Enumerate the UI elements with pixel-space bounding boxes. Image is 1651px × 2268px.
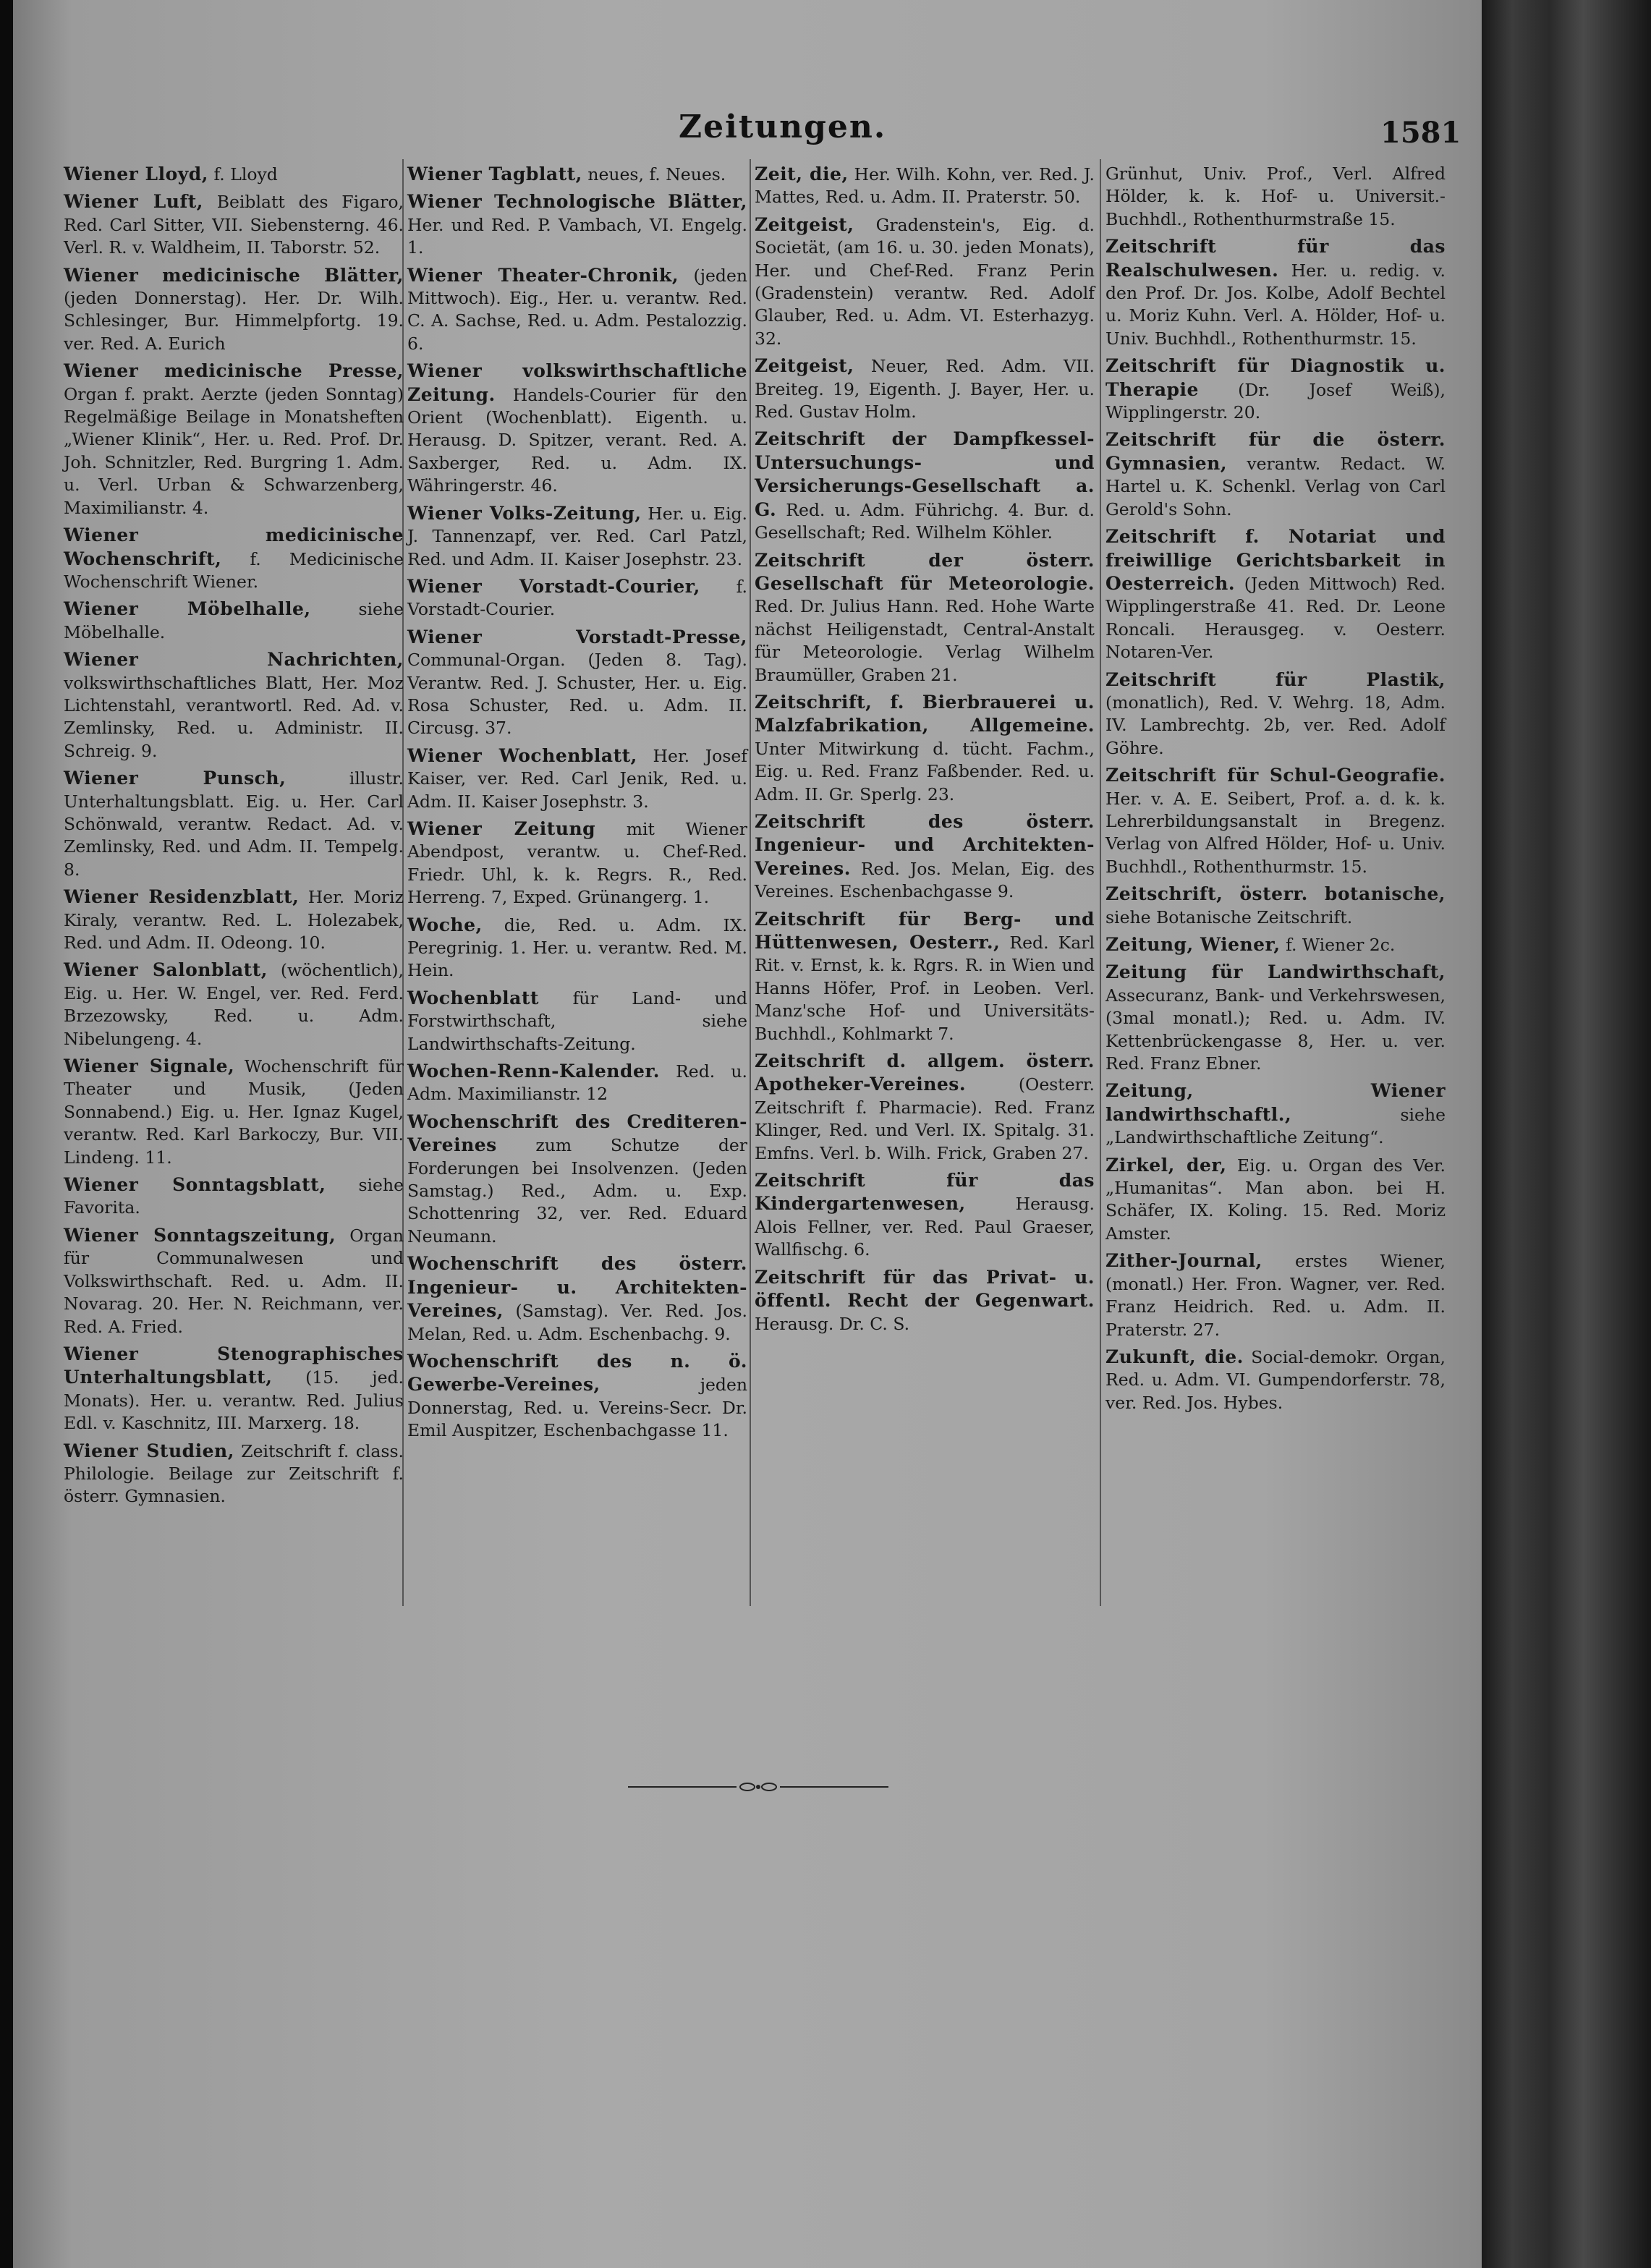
entry-text: Social-demokr. Organ, Red. u. Adm. VI. Gumpendorferstr. 78, ver. Red. Jos. Hybes. <box>1105 1346 1446 1413</box>
entry-headword: Zeitschrift für Plastik, <box>1105 668 1446 690</box>
directory-entry <box>64 1055 404 1169</box>
entry-text: (Oesterr. Zeitschrift f. Pharmacie). Red. Franz Klinger, Red. und Verl. IX. Spitalg. 31. Emfns. Verl. b. Wilh. Frick, Graben 27. <box>755 1074 1095 1163</box>
directory-entry <box>755 691 1095 806</box>
entry-text: f. Wiener 2c. <box>1280 935 1396 955</box>
directory-entry <box>1105 933 1446 956</box>
entry-headword: Wochenblatt <box>407 987 539 1008</box>
directory-entry <box>407 502 747 571</box>
directory-entry <box>407 626 747 740</box>
directory-entry <box>1105 961 1446 1075</box>
entry-headword: Wiener Sonntagszeitung, <box>64 1224 336 1246</box>
entry-text: Gradenstein's, Eig. d. Societät, (am 16. u. 30. jeden Monats), Her. und Chef-Red. Franz Perin (Gradenstein) verantw. Red. Adolf Glauber, Red. u. Adm. VI. Esterhazyg. 32. <box>755 214 1095 349</box>
entry-headword: Zeitung, Wiener landwirthschaftl., <box>1105 1080 1446 1125</box>
entry-headword: Wiener Möbelhalle, <box>64 598 311 620</box>
entry-headword: Wiener Theater-Chronik, <box>407 264 679 286</box>
entry-headword: Wiener Salonblatt, <box>64 959 268 981</box>
entry-headword: Wiener Volks-Zeitung, <box>407 502 642 524</box>
entry-headword: Zeitschrift, f. Bierbrauerei u. Malzfabrikation, Allgemeine. <box>755 691 1095 736</box>
entry-text: Beiblatt des Figaro, Red. Carl Sitter, VII. Siebensterng. 46. Verl. R. v. Waldheim, II. Taborstr. 52. <box>64 192 404 258</box>
entry-text: zum Schutze der Forderungen bei Insolvenzen. (Jeden Samstag.) Red., Adm. u. Exp. Schottenring 32, ver. Red. Eduard Neumann. <box>407 1135 747 1246</box>
entry-headword: Wiener Residenzblatt, <box>64 886 300 908</box>
directory-entry <box>1105 428 1446 521</box>
directory-entry <box>1105 163 1446 231</box>
entry-text: Her. v. A. E. Seibert, Prof. a. d. k. k. Lehrerbildungsanstalt in Bregenz. Verlag von Alfred Hölder, Hof- u. Univ. Buchhdl., Rothenthurmstr. 15. <box>1105 788 1446 877</box>
entry-text: (jeden Mittwoch). Eig., Her. u. verantw. Red. C. A. Sachse, Red. u. Adm. Pestalozzig. 6. <box>407 265 747 354</box>
entry-text: Herausg. Alois Fellner, ver. Red. Paul Graeser, Wallfischg. 6. <box>755 1194 1095 1260</box>
directory-entry <box>407 744 747 813</box>
entry-headword: Wochenschrift des n. ö. Gewerbe-Vereines, <box>407 1350 747 1396</box>
directory-entry <box>407 264 747 356</box>
entry-text: neues, f. Neues. <box>582 164 726 184</box>
entry-headword: Wochenschrift des Crediteren-Vereines <box>407 1110 747 1156</box>
entry-text: (Samstag). Ver. Red. Jos. Melan, Red. u. Adm. Eschenbachg. 9. <box>407 1301 747 1344</box>
entry-text: jeden Donnerstag, Red. u. Vereins-Secr. Dr. Emil Auspitzer, Eschenbachgasse 11. <box>407 1375 747 1441</box>
directory-entry <box>64 360 404 519</box>
entry-text: mit Wiener Abendpost, verantw. u. Chef-Red. Friedr. Uhl, k. k. Regrs. R., Red. Herreng. 7, Exped. Grünangerg. 1. <box>407 818 748 908</box>
directory-entry <box>64 885 404 954</box>
page-number: 1581 <box>1380 116 1461 150</box>
entry-text: Red. Dr. Julius Hann. Red. Hohe Warte nächst Heiligenstadt, Central-Anstalt für Meteorologie. Verlag Wilhelm Braumüller, Graben 21. <box>755 596 1095 685</box>
directory-entry <box>755 354 1095 423</box>
entry-text: Grünhut, Univ. Prof., Verl. Alfred Hölder, k. k. Hof- u. Universit.-Buchhdl., Rothenthurmstraße 15. <box>1105 163 1446 229</box>
page-title: Zeitungen. <box>679 109 887 145</box>
entry-text: Her. u. Eig. J. Tannenzapf, ver. Red. Carl Patzl, Red. und Adm. II. Kaiser Josephstr. 23. <box>407 503 747 569</box>
entry-headword: Wochen-Renn-Kalender. <box>407 1061 660 1082</box>
directory-entry <box>64 1173 404 1220</box>
entry-text: Eig. u. Organ des Ver. „Humanitas“. Man abon. bei H. Schäfer, IX. Koling. 15. Red. Moriz Amster. <box>1105 1155 1446 1244</box>
entry-headword: Zukunft, die. <box>1105 1346 1244 1367</box>
directory-entry <box>64 598 404 644</box>
entry-headword: Zeitschrift für Diagnostik u. Therapie <box>1105 355 1446 400</box>
directory-entry <box>64 648 404 763</box>
entry-headword: Zeitschrift f. Notariat und freiwillige Gerichtsbarkeit in Oesterreich. <box>1105 526 1446 594</box>
column-1 <box>64 163 404 1513</box>
directory-entry <box>755 908 1095 1045</box>
entry-headword: Zeitschrift für Berg- und Hüttenwesen, Oesterr., <box>755 908 1095 953</box>
entry-headword: Zeitschrift, österr. botanische, <box>1105 883 1446 905</box>
directory-entry <box>1105 1249 1446 1341</box>
directory-entry <box>407 817 747 909</box>
directory-entry <box>755 428 1095 544</box>
entry-headword: Zither-Journal, <box>1105 1250 1262 1272</box>
entry-text: illustr. Unterhaltungsblatt. Eig. u. Her. Carl Schönwald, verantw. Redact. Ad. v. Zemlinsky, Red. und Adm. II. Tempelg. 8. <box>64 768 404 880</box>
entry-text: Red. u. Adm. Führichg. 4. Bur. d. Gesellschaft; Red. Wilhelm Köhler. <box>755 499 1095 543</box>
entry-headword: Wiener Stenographisches Unterhaltungsblatt, <box>64 1343 404 1388</box>
entry-text: (15. jed. Monats). Her. u. verantw. Red. Julius Edl. v. Kaschnitz, III. Marxerg. 18. <box>64 1367 404 1434</box>
directory-entry <box>1105 668 1446 760</box>
column-rule <box>750 159 751 1606</box>
entry-headword: Zeitschrift für das Realschulwesen. <box>1105 236 1446 281</box>
directory-entry <box>1105 235 1446 350</box>
scanned-page <box>13 0 1482 2268</box>
entry-text: Wochenschrift für Theater und Musik, (Jeden Sonnabend.) Eig. u. Her. Ignaz Kugel, verantw. Red. Karl Barkoczy, Bur. VII. Lindeng. 11. <box>64 1056 404 1168</box>
entry-text: siehe „Landwirthschaftliche Zeitung“. <box>1105 1104 1446 1148</box>
entry-text: (Jeden Mittwoch) Red. Wipplingerstraße 41. Red. Dr. Leone Roncali. Herausgeg. v. Oesterr. Notaren-Ver. <box>1105 573 1446 663</box>
entry-headword: Wiener volkswirthschaftliche Zeitung. <box>407 360 747 405</box>
directory-entry <box>755 1169 1095 1262</box>
entry-text: Unter Mitwirkung d. tücht. Fachm., Eig. u. Red. Franz Faßbender. Red. u. Adm. II. Gr. Sperlg. 23. <box>755 738 1095 804</box>
entry-headword: Zeitgeist, <box>755 213 854 235</box>
directory-entry <box>407 1252 747 1346</box>
entry-text: verantw. Redact. W. Hartel u. K. Schenkl. Verlag von Carl Gerold's Sohn. <box>1105 453 1446 519</box>
entry-text: (wöchentlich), Eig. u. Her. W. Engel, ver. Red. Ferd. Brzezowsky, Red. u. Adm. Nibelungeng. 4. <box>64 960 404 1049</box>
entry-headword: Zirkel, der, <box>1105 1154 1227 1176</box>
entry-headword: Wiener Luft, <box>64 191 203 213</box>
entry-text: Organ für Communalwesen und Volkswirthschaft. Red. u. Adm. II. Novarag. 20. Her. N. Reichmann, ver. Red. A. Fried. <box>64 1225 404 1337</box>
entry-text: f. Medicinische Wochenschrift Wiener. <box>64 548 404 592</box>
entry-headword: Wiener Zeitung <box>407 817 596 839</box>
directory-entry <box>1105 883 1446 929</box>
directory-entry <box>1105 354 1446 424</box>
entry-text: Red. Jos. Melan, Eig. des Vereines. Eschenbachgasse 9. <box>755 858 1095 902</box>
book-binding <box>1482 0 1651 2268</box>
entry-headword: Wiener Vorstadt-Courier, <box>407 575 700 597</box>
directory-entry <box>755 1266 1095 1335</box>
directory-entry <box>64 1224 404 1338</box>
entry-headword: Wiener Vorstadt-Presse, <box>407 626 747 647</box>
entry-text: Her. Wilh. Kohn, ver. Red. J. Mattes, Red. u. Adm. II. Praterstr. 50. <box>755 164 1095 208</box>
entry-text: Zeitschrift f. class. Philologie. Beilage zur Zeitschrift f. österr. Gymnasien. <box>64 1440 404 1507</box>
entry-text: (monatlich), Red. V. Wehrg. 18, Adm. IV. Lambrechtg. 2b, ver. Red. Adolf Göhre. <box>1105 692 1446 758</box>
directory-entry <box>407 360 747 497</box>
directory-entry <box>407 1060 747 1106</box>
directory-entry <box>755 213 1095 350</box>
directory-entry <box>64 524 404 593</box>
entry-headword: Wiener Signale, <box>64 1056 235 1077</box>
entry-text: Neuer, Red. Adm. VII. Breiteg. 19, Eigenth. J. Bayer, Her. u. Red. Gustav Holm. <box>755 356 1095 422</box>
directory-entry <box>755 1050 1095 1165</box>
entry-text: Assecuranz, Bank- und Verkehrswesen, (3mal monatl.); Red. u. Adm. IV. Kettenbrückengasse 8, Her. u. ver. Red. Franz Ebner. <box>1105 985 1446 1074</box>
entry-text: Organ f. prakt. Aerzte (jeden Sonntag) Regelmäßige Beilage in Monatsheften „Wiener Klinik“, Her. u. Red. Prof. Dr. Joh. Schnitzler, Red. Burgring 1. Adm. u. Verl. Urban & Schwarzenberg, Maximilianstr. 4. <box>64 383 404 518</box>
entry-headword: Wiener Sonntagsblatt, <box>64 1174 326 1196</box>
entry-text: siehe Möbelhalle. <box>64 599 404 642</box>
entry-text: Red. u. Adm. Maximilianstr. 12 <box>407 1061 747 1105</box>
column-4 <box>1105 163 1446 1419</box>
entry-headword: Wiener Studien, <box>64 1440 234 1461</box>
entry-text: (jeden Donnerstag). Her. Dr. Wilh. Schlesinger, Bur. Himmelpfortg. 19. ver. Red. A. Eurich <box>64 288 404 354</box>
entry-headword: Zeitschrift für die österr. Gymnasien, <box>1105 429 1446 474</box>
entry-headword: Zeitschrift für das Kindergartenwesen, <box>755 1170 1095 1215</box>
directory-entry <box>407 914 747 982</box>
entry-headword: Wiener Tagblatt, <box>407 163 582 184</box>
entry-text: die, Red. u. Adm. IX. Peregrinig. 1. Her. u. verantw. Red. M. Hein. <box>407 914 747 981</box>
entry-text: Handels-Courier für den Orient (Wochenblatt). Eigenth. u. Herausg. D. Spitzer, verant. Red. A. Saxberger, Red. u. Adm. IX. Währingerstr. 46. <box>407 384 747 496</box>
directory-entry <box>407 987 747 1056</box>
entry-headword: Wochenschrift des österr. Ingenieur- u. Architekten-Vereines, <box>407 1253 747 1322</box>
entry-text: f. Lloyd <box>208 164 278 184</box>
entry-text: Her. u. redig. v. den Prof. Dr. Jos. Kolbe, Adolf Bechtel u. Moriz Kuhn. Verl. A. Hölder, Hof- u. Univ. Buchhdl., Rothenthurmstr. 15. <box>1105 260 1446 349</box>
directory-entry <box>64 767 404 881</box>
entry-headword: Wiener Wochenblatt, <box>407 744 637 766</box>
entry-text: Her. Josef Kaiser, ver. Red. Carl Jenik, Red. u. Adm. II. Kaiser Josephstr. 3. <box>407 745 747 812</box>
column-rule <box>1100 159 1101 1606</box>
directory-entry <box>64 190 404 259</box>
entry-headword: Wiener medicinische Blätter, <box>64 264 404 286</box>
entry-text: für Land- und Forstwirthschaft, siehe Landwirthschafts-Zeitung. <box>407 988 747 1054</box>
entry-text: erstes Wiener, (monatl.) Her. Fron. Wagner, ver. Red. Franz Heidrich. Red. u. Adm. II. Praterstr. 27. <box>1105 1251 1446 1340</box>
column-2 <box>407 163 747 1447</box>
entry-headword: Wiener medicinische Presse, <box>64 360 404 382</box>
directory-entry <box>755 549 1095 687</box>
ornament-divider <box>628 1780 888 1794</box>
entry-headword: Zeitung, Wiener, <box>1105 934 1281 955</box>
entry-headword: Zeitschrift d. allgem. österr. Apotheker-Vereines. <box>755 1050 1095 1095</box>
entry-text: f. Vorstadt-Courier. <box>407 576 747 620</box>
entry-headword: Zeitschrift der österr. Gesellschaft für Meteorologie. <box>755 549 1095 594</box>
entry-text: Her. Moriz Kiraly, verantw. Red. L. Holezabek, Red. und Adm. II. Odeong. 10. <box>64 887 404 953</box>
directory-entry <box>755 810 1095 904</box>
directory-entry <box>407 1350 747 1443</box>
directory-entry <box>1105 1346 1446 1414</box>
entry-text: Communal-Organ. (Jeden 8. Tag). Verantw. Red. J. Schuster, Her. u. Eig. Rosa Schuster, Red. u. Adm. II. Circusg. 37. <box>407 650 747 739</box>
entry-text: Her. und Red. P. Vambach, VI. Engelg. 1. <box>407 214 747 258</box>
directory-entry <box>64 1440 404 1508</box>
entry-text: siehe Favorita. <box>64 1175 404 1218</box>
directory-entry <box>755 163 1095 209</box>
entry-text: (Dr. Josef Weiß), Wipplingerstr. 20. <box>1105 379 1446 423</box>
directory-entry <box>64 1343 404 1435</box>
entry-headword: Zeit, die, <box>755 163 849 184</box>
directory-entry <box>407 1110 747 1248</box>
entry-headword: Wiener Punsch, <box>64 768 287 789</box>
entry-headword: Zeitschrift des österr. Ingenieur- und Architekten-Vereines. <box>755 810 1095 879</box>
directory-entry <box>1105 1079 1446 1149</box>
entry-headword: Wiener medicinische Wochenschrift, <box>64 524 404 569</box>
entry-headword: Woche, <box>407 914 483 935</box>
entry-headword: Zeitung für Landwirthschaft, <box>1105 961 1446 983</box>
entry-headword: Zeitschrift für das Privat- u. öffentl. Recht der Gegenwart. <box>755 1266 1095 1312</box>
entry-text: volkswirthschaftliches Blatt, Her. Moz Lichtenstahl, verantwortl. Red. Ad. v. Zemlinsky, Red. u. Administr. II. Schreig. 9. <box>64 672 404 761</box>
entry-headword: Zeitschrift für Schul-Geografie. <box>1105 765 1446 786</box>
entry-headword: Zeitgeist, <box>755 355 854 377</box>
directory-entry <box>64 959 404 1050</box>
directory-entry <box>1105 1154 1446 1246</box>
directory-entry <box>407 575 747 621</box>
column-3 <box>755 163 1095 1340</box>
entry-headword: Wiener Nachrichten, <box>64 649 404 671</box>
directory-entry <box>407 190 747 259</box>
directory-entry <box>407 163 747 186</box>
directory-entry <box>1105 525 1446 663</box>
directory-entry <box>1105 764 1446 878</box>
entry-text: siehe Botanische Zeitschrift. <box>1105 906 1353 927</box>
entry-headword: Wiener Lloyd, <box>64 163 208 184</box>
entry-text: Red. Karl Rit. v. Ernst, k. k. Rgrs. R. in Wien und Hanns Höfer, Prof. in Leoben. Verl. Manz'sche Hof- und Universitäts-Buchhdl., Kohlmarkt 7. <box>755 933 1095 1044</box>
directory-entry <box>64 264 404 356</box>
entry-headword: Zeitschrift der Dampfkessel-Untersuchungs- und Versicherungs-Gesellschaft a. G. <box>755 428 1095 520</box>
entry-text: Herausg. Dr. C. S. <box>755 1313 910 1334</box>
directory-entry <box>64 163 404 186</box>
entry-headword: Wiener Technologische Blätter, <box>407 191 747 213</box>
